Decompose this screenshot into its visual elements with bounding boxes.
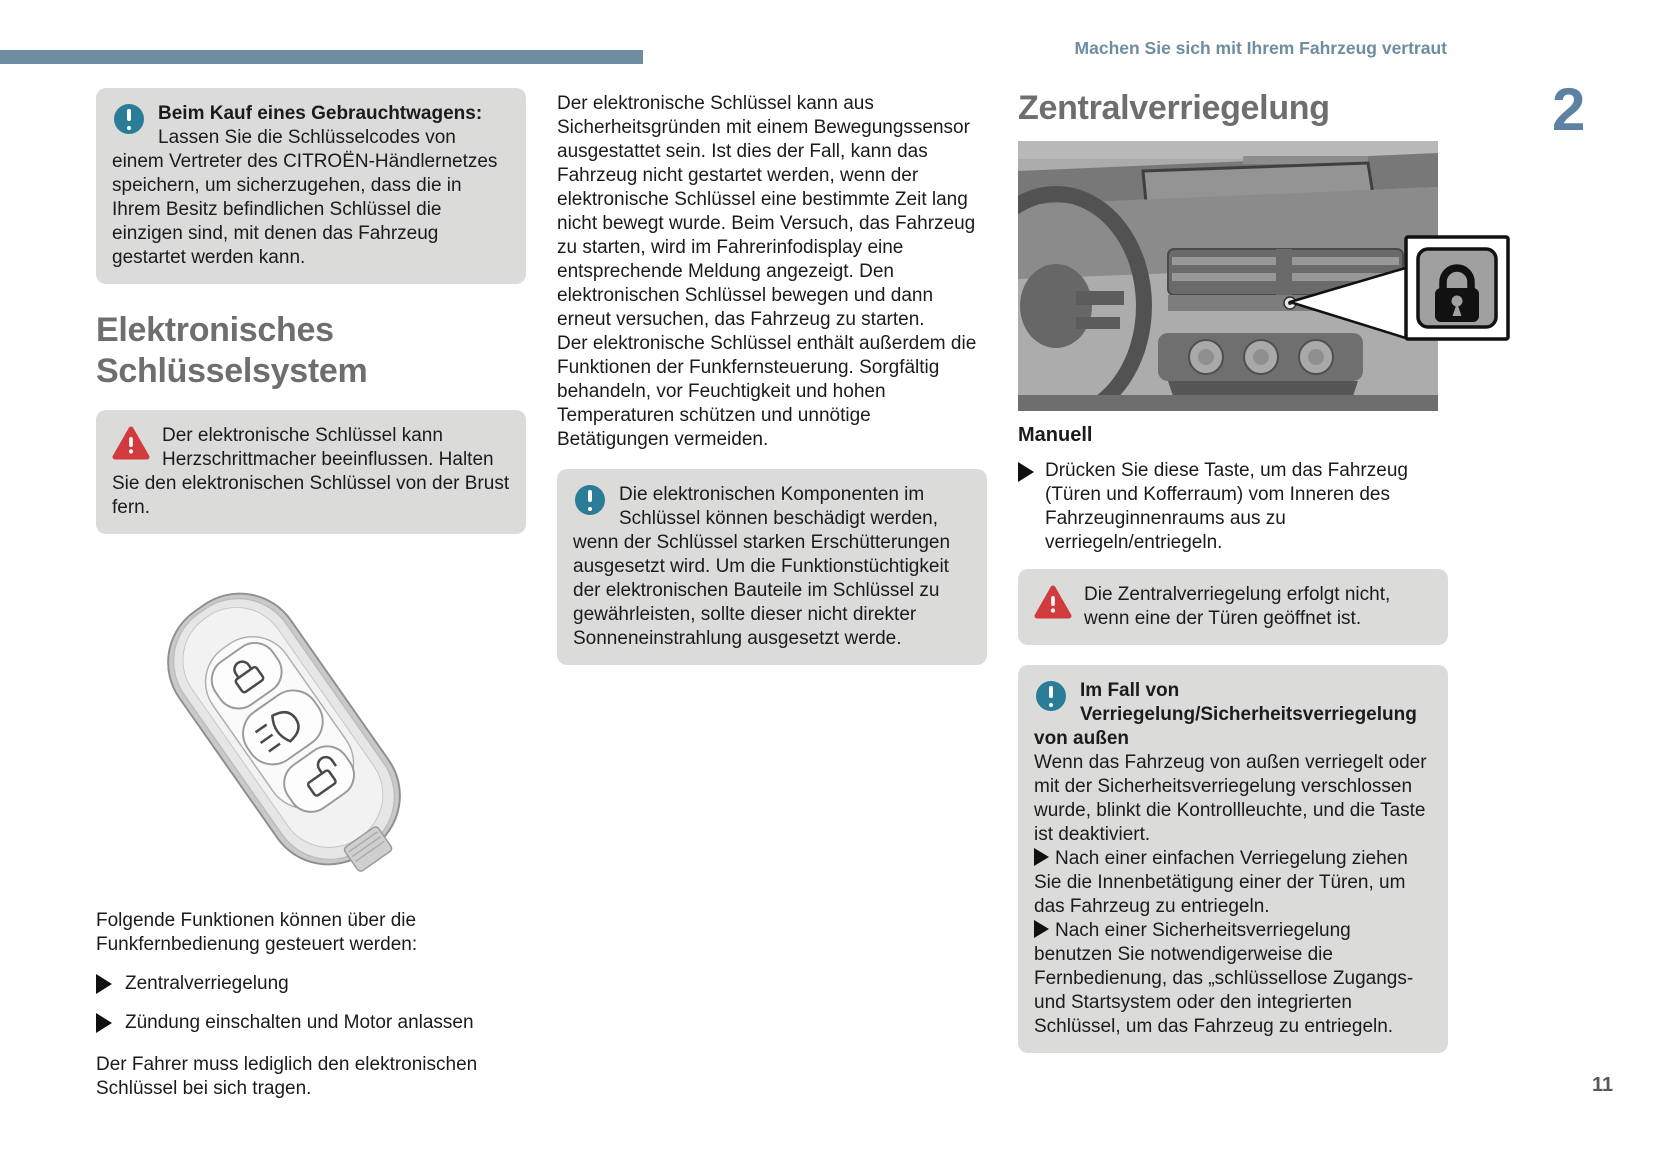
column-right: [1018, 88, 1448, 1053]
info-box-text: Die elektronischen Komponenten im Schlüssel können beschädigt werden, wenn der Schlüssel starken Erschütterungen ausgesetzt wird. Um die Funktionstüchtigkeit der elektronischen Bauteile im Schlüssel zu gewährleisten, sollte dieser nicht direkter Sonneneinstrahlung ausgesetzt werde.: [573, 484, 951, 649]
info-box-title: Beim Kauf eines Gebrauchtwagens:: [158, 103, 483, 124]
info-box-bullet-1: [1034, 847, 1432, 919]
warning-triangle-icon: [1034, 585, 1072, 619]
warning-box-text: Die Zentralverriegelung erfolgt nicht, wenn eine der Türen geöffnet ist.: [1084, 584, 1391, 629]
info-icon: [1036, 681, 1066, 711]
bullet-arrow-icon: [96, 974, 112, 994]
bullet-text: Zündung einschalten und Motor anlassen: [125, 1012, 474, 1033]
warning-box-text: Der elektronische Schlüssel kann Herzschrittmacher beeinflussen. Halten Sie den elektronischen Schlüssel von der Brust fern.: [112, 425, 510, 518]
motion-sensor-paragraph: Der elektronische Schlüssel kann aus Sicherheitsgründen mit einem Bewegungssensor ausgestattet sein. Ist dies der Fall, kann das Fahrzeug nicht gestartet werden, wenn der elektronische Schlüssel eine bestimmte Zeit lang nicht bewegt wurde. Beim Versuch, das Fahrzeug zu starten, wird im Fahrerinfodisplay eine entsprechende Meldung angezeigt. Den elektronischen Schlüssel bewegen und dann erneut versuchen, das Fahrzeug zu starten.: [557, 93, 976, 330]
section-heading-central-locking: Zentralverriegelung: [1018, 89, 1330, 127]
remote-care-paragraph: Der elektronische Schlüssel enthält außerdem die Funktionen der Funkfernsteuerung. Sorgfältig behandeln, vor Feuchtigkeit und hohen Temperaturen schützen und unnötige Betätigungen vermeiden.: [557, 333, 977, 450]
bullet-arrow-icon: [1034, 848, 1049, 866]
bullet-text: Nach einer Sicherheitsverriegelung benutzen Sie notwendigerweise die Fernbedienung, das „schlüssellose Zugangs- und Startsystem oder den integrierten Schlüssel, um das Fahrzeug zu entriegeln.: [1034, 920, 1414, 1037]
manual-subheading: Manuell: [1018, 424, 1093, 446]
header-accent-bar: [0, 50, 643, 64]
info-box-bullet-2: [1034, 919, 1432, 1039]
running-header: Machen Sie sich mit Ihrem Fahrzeug vertraut: [1074, 38, 1447, 58]
column-left: [96, 88, 526, 1101]
pacemaker-warning-box: [96, 410, 526, 534]
dashboard-lock-button-illustration: [1018, 141, 1518, 411]
exterior-locking-info-box: [1018, 665, 1448, 1053]
bullet-text: Drücken Sie diese Taste, um das Fahrzeug (Türen und Kofferraum) vom Inneren des Fahrzeuginnenraums aus zu verriegeln/entriegeln.: [1045, 460, 1408, 553]
remote-functions-intro: Folgende Funktionen können über die Funkfernbedienung gesteuert werden:: [96, 910, 418, 955]
chapter-number: 2: [1552, 76, 1586, 143]
bullet-arrow-icon: [1018, 462, 1034, 482]
door-open-warning-box: [1018, 569, 1448, 645]
bullet-arrow-icon: [1034, 920, 1049, 938]
list-item-ignition: [96, 1011, 526, 1035]
column-middle: [557, 88, 987, 665]
list-item-central-locking: [96, 972, 526, 996]
lock-button-instruction: [1018, 459, 1448, 555]
driver-note: Der Fahrer muss lediglich den elektronischen Schlüssel bei sich tragen.: [96, 1054, 478, 1099]
bullet-text: Nach einer einfachen Verriegelung ziehen Sie die Innenbetätigung einer der Türen, um das Fahrzeug zu entriegeln.: [1034, 848, 1408, 917]
warning-triangle-icon: [112, 426, 150, 460]
section-heading-key-system: Elektronisches Schlüsselsystem: [96, 311, 368, 390]
info-box-body: Wenn das Fahrzeug von außen verriegelt oder mit der Sicherheitsverriegelung verschlossen wurde, blinkt die Kontrollleuchte, und die Taste ist deaktiviert.: [1034, 752, 1427, 845]
info-icon: [575, 485, 605, 515]
electronic-key-illustration: [114, 564, 454, 901]
info-icon: [114, 104, 144, 134]
bullet-arrow-icon: [96, 1013, 112, 1033]
page-number: 11: [1592, 1074, 1614, 1096]
key-components-info-box: [557, 469, 987, 665]
info-box-title: Im Fall von Verriegelung/Sicherheitsverriegelung von außen: [1034, 680, 1417, 749]
used-car-info-box: [96, 88, 526, 284]
bullet-text: Zentralverriegelung: [125, 973, 289, 994]
info-box-body: Lassen Sie die Schlüsselcodes von einem Vertreter des CITROËN-Händlernetzes speichern, um sicherzugehen, dass die in Ihrem Besitz befindlichen Schlüssel die einzigen sind, mit denen das Fahrzeug gestartet werden kann.: [112, 127, 498, 268]
